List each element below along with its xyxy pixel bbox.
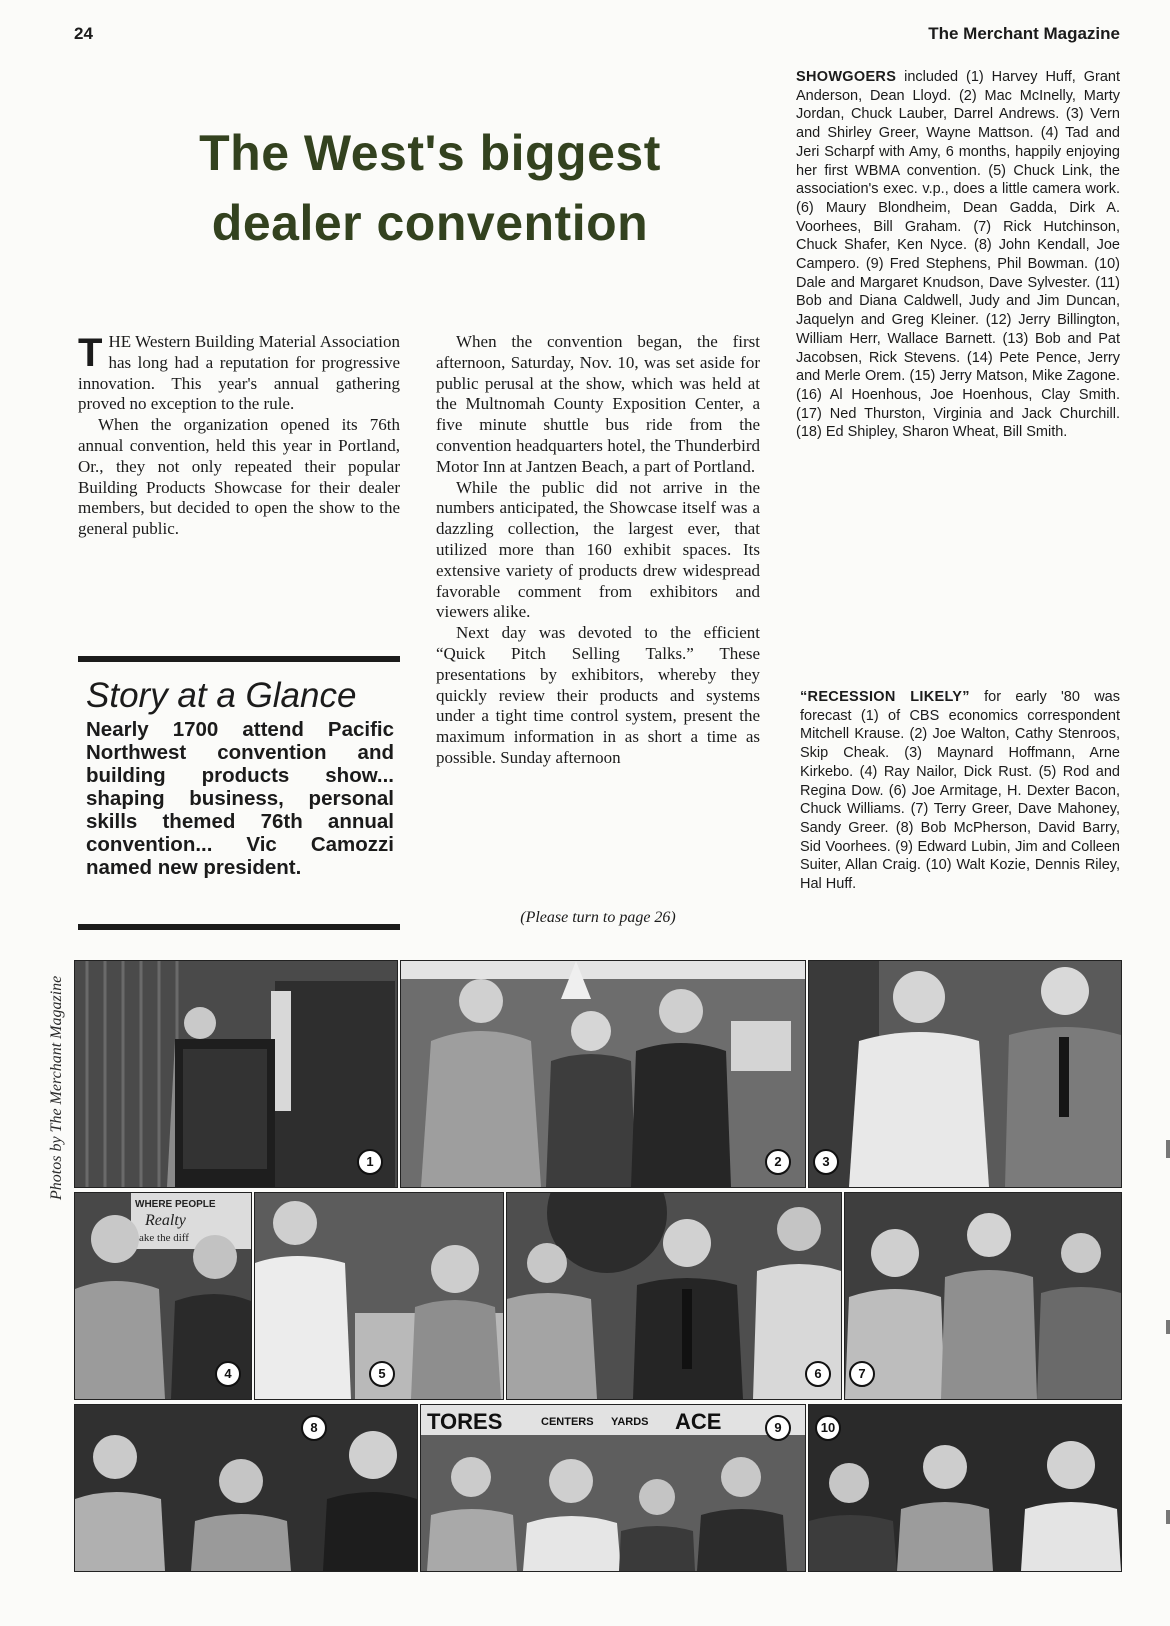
photo-number-badge: 1 xyxy=(357,1149,383,1175)
magazine-name: The Merchant Magazine xyxy=(928,24,1120,43)
glance-summary: Nearly 1700 attend Pacific Northwest convention and building products show... shaping business, personal skills themed 76th annual convention... Vic Camozzi named new president. xyxy=(86,718,394,879)
photo-10 xyxy=(808,1404,1122,1572)
photo-number-badge: 6 xyxy=(805,1361,831,1387)
article-column-1 xyxy=(78,332,400,540)
sign-text: TORES xyxy=(427,1409,503,1434)
photo-6 xyxy=(506,1192,842,1400)
headline xyxy=(120,118,740,258)
edge-mark xyxy=(1166,1320,1170,1334)
drop-cap: T xyxy=(78,331,103,375)
photo-3 xyxy=(808,960,1122,1188)
showgoers-caption xyxy=(796,68,1120,442)
photo-8 xyxy=(74,1404,418,1572)
glance-title: Story at a Glance xyxy=(86,676,357,715)
continued-note: (Please turn to page 26) xyxy=(520,909,676,926)
headline-line-2: dealer convention xyxy=(211,195,649,251)
sign-text: Realty xyxy=(145,1212,186,1229)
recession-caption xyxy=(800,688,1120,894)
article-paragraph: When the convention began, the first afternoon, Saturday, Nov. 10, was set aside for public perusal at the show, which was held at the Multnomah County Exposition Center, a five minute shuttle bus ride from the convention headquarters hotel, the Thunderbird Motor Inn at Jantzen Beach, a part of Portland. xyxy=(436,332,760,476)
edge-mark xyxy=(1166,1140,1170,1158)
caption-text: included (1) Harvey Huff, Grant Anderson, Dean Lloyd. (2) Mac McInelly, Marty Jordan, Chuck Lauber, Darrel Andrews. (3) Vern and Shirley Greer, Wayne Mattson. (4) Tad and Jeri Scharpf with Amy, 6 months, happily enjoying her first WBMA convention. (5) Chuck Link, the association's exec. v.p., does a little camera work. (6) Maury Blondheim, Dean Gadda, Dirk A. Voorhees, Bill Graham. (7) Rick Hutchinson, Chuck Shafer, Ken Nyce. (8) John Kendall, Joe Campero. (9) Fred Stephens, Phil Bowman. (10) Dale and Margaret Knudson, Dave Sylvester. (11) Bob and Diana Caldwell, Judy and Jim Duncan, Jaquelyn and Greg Kleiner. (12) Jerry Billington, William Herr, Wallace Barnett. (13) Bob and Pat Jacobsen, Rick Stevens. (14) Pete Pence, Jerry and Merle Orem. (15) Jerry Matson, Mike Zagone. (16) Al Hoenhous, Joe Hoenhous, Clay Smith. (17) Ned Thurston, Virginia and Jack Churchill. (18) Ed Shipley, Sharon Wheat, Bill Smith. xyxy=(796,69,1120,441)
photo-number-badge: 5 xyxy=(369,1361,395,1387)
headline-line-1: The West's biggest xyxy=(199,125,661,181)
page-number: 24 xyxy=(74,24,93,43)
sign-text: ACE xyxy=(675,1409,722,1434)
glance-top-rule xyxy=(78,656,400,662)
photo-4 xyxy=(74,1192,252,1400)
sign-text: CENTERS xyxy=(541,1416,594,1428)
photo-1 xyxy=(74,960,398,1188)
sign-text: YARDS xyxy=(611,1416,649,1428)
caption-text: for early '80 was forecast (1) of CBS economics correspondent Mitchell Krause. (2) Joe Walton, Cathy Stenroos, Skip Cheak. (3) Maynard Hoffmann, Arne Kirkebo. (4) Ray Nailor, Dick Rust. (5) Rod and Regina Dow. (6) Joe Armitage, H. Dexter Bacon, Chuck Williams. (7) Terry Greer, Dave Mahoney, Sandy Greer. (8) Bob McPherson, David Barry, Sid Voorhees. (9) Edward Lubin, Jim and Colleen Suiter, Allan Craig. (10) Walt Kozie, Dennis Riley, Hal Huff. xyxy=(800,689,1120,893)
edge-mark xyxy=(1166,1510,1170,1524)
article-column-2 xyxy=(436,332,760,769)
photo-number-badge: 8 xyxy=(301,1415,327,1441)
photo-credit: Photos by The Merchant Magazine xyxy=(48,975,65,1200)
article-paragraph: Next day was devoted to the efficient “Quick Pitch Selling Talks.” These presentations by exhibitors, whereby they quickly review their products and systems under a tight time control system, present the maximum information in as short a time as possible. Sunday afternoon xyxy=(436,623,760,767)
photo-number-badge: 3 xyxy=(813,1149,839,1175)
glance-bottom-rule xyxy=(78,924,400,930)
photo-number-badge: 2 xyxy=(765,1149,791,1175)
photo-2 xyxy=(400,960,806,1188)
article-paragraph: While the public did not arrive in the numbers anticipated, the Showcase itself was a dazzling collection, the largest ever, that utilized more than 160 exhibit spaces. Its extensive variety of products drew widespread favorable comment from exhibitors and viewers alike. xyxy=(436,477,760,622)
photo-number-badge: 4 xyxy=(215,1361,241,1387)
article-paragraph: When the organization opened its 76th annual convention, held this year in Portland, Or., they not only repeated their popular Building Products Showcase for their dealer members, but decided to open the show to the general public. xyxy=(78,415,400,539)
article-paragraph: HE Western Building Material Association has long had a reputation for progressive innovation. This year's annual gathering proved no exception to the rule. xyxy=(78,332,400,414)
sign-text: WHERE PEOPLE xyxy=(135,1199,216,1210)
caption-lead: SHOWGOERS xyxy=(796,69,897,85)
photo-number-badge: 10 xyxy=(815,1415,841,1441)
sign-text: ake the diff xyxy=(139,1232,189,1244)
caption-lead: “RECESSION LIKELY” xyxy=(800,689,970,705)
photo-5 xyxy=(254,1192,504,1400)
photo-number-badge: 9 xyxy=(765,1415,791,1441)
photo-9 xyxy=(420,1404,806,1572)
photo-7 xyxy=(844,1192,1122,1400)
photo-number-badge: 7 xyxy=(849,1361,875,1387)
